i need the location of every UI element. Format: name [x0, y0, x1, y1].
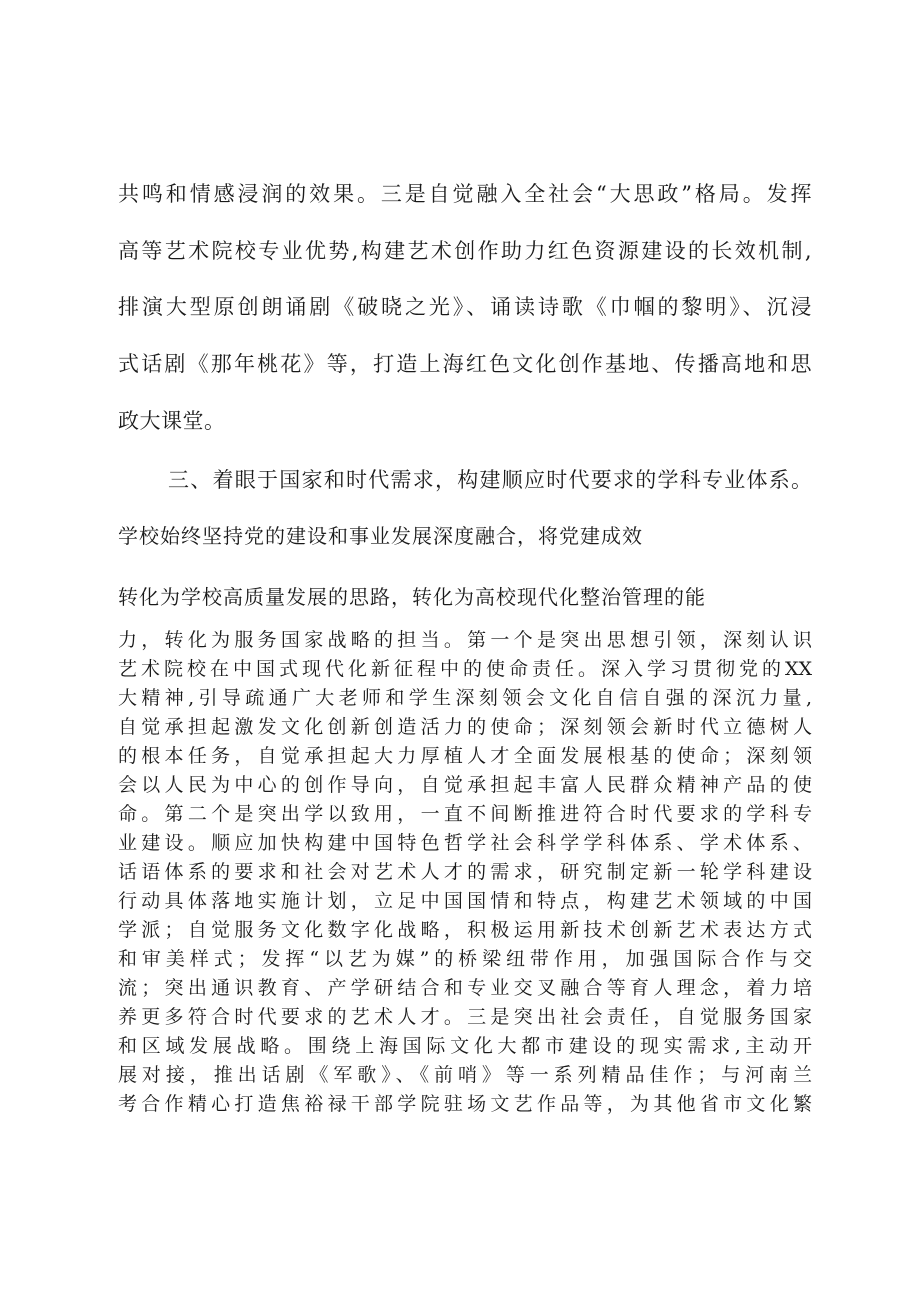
paragraph-1-line-1: 共鸣和情感浸润的效果。三是自觉融入全社会“大思政”格局。发挥 [118, 182, 812, 206]
paragraph-2-line-16: 养更多符合时代要求的艺术人才。三是突出社会责任，自觉服务国家 [118, 1006, 812, 1028]
paragraph-2-line-8: 会以人民为中心的创作导向，自觉承担起丰富人民群众精神产品的使 [118, 774, 812, 796]
paragraph-2-line-13: 学派；自觉服务文化数字化战略，积极运用新技术创新艺术表达方式 [118, 919, 812, 941]
paragraph-2-line-3: 力，转化为服务国家战略的担当。第一个是突出思想引领，深刻认识 [118, 629, 812, 651]
paragraph-2-line-15: 流；突出通识教育、产学研结合和专业交叉融合等育人理念，着力培 [118, 977, 812, 999]
section-heading: 三、着眼于国家和时代需求，构建顺应时代要求的学科专业体系。 [168, 468, 812, 492]
paragraph-2-line-1: 学校始终坚持党的建设和事业发展深度融合，将党建成效 [118, 524, 643, 548]
paragraph-2-line-7: 的根本任务，自觉承担起大力厚植人才全面发展根基的使命；深刻领 [118, 745, 812, 767]
paragraph-2-line-5: 大精神,引导疏通广大老师和学生深刻领会文化自信自强的深沉力量, [118, 687, 812, 709]
paragraph-2-line-2: 转化为学校高质量发展的思路，转化为高校现代化整治管理的能 [118, 585, 706, 609]
paragraph-2-line-4: 艺术院校在中国式现代化新征程中的使命责任。深入学习贯彻党的XX [118, 658, 812, 680]
paragraph-2-line-17: 和区域发展战略。围绕上海国际文化大都市建设的现实需求,主动开 [118, 1035, 812, 1057]
paragraph-2-line-11: 话语体系的要求和社会对艺术人才的需求，研究制定新一轮学科建设 [118, 861, 812, 883]
paragraph-2-line-6: 自觉承担起激发文化创新创造活力的使命；深刻领会新时代立德树人 [118, 716, 812, 738]
paragraph-1-line-2: 高等艺术院校专业优势,构建艺术创作助力红色资源建设的长效机制, [118, 239, 812, 263]
paragraph-1-line-4: 式话剧《那年桃花》等，打造上海红色文化创作基地、传播高地和思 [118, 352, 812, 376]
paragraph-2-line-14: 和审美样式；发挥“以艺为媒”的桥梁纽带作用，加强国际合作与交 [118, 948, 812, 970]
paragraph-2-line-18: 展对接，推出话剧《军歌》、《前哨》等一系列精品佳作；与河南兰 [118, 1064, 812, 1086]
paragraph-2-line-9: 命。第二个是突出学以致用，一直不间断推进符合时代要求的学科专 [118, 803, 812, 825]
paragraph-2-line-19: 考合作精心打造焦裕禄干部学院驻场文艺作品等，为其他省市文化繁 [118, 1093, 812, 1115]
paragraph-2-line-10: 业建设。顺应加快构建中国特色哲学社会科学学科体系、学术体系、 [118, 832, 812, 854]
paragraph-1-line-5: 政大课堂。 [118, 409, 226, 433]
paragraph-1-line-3: 排演大型原创朗诵剧《破晓之光》、诵读诗歌《巾帼的黎明》、沉浸 [118, 295, 812, 319]
paragraph-2-line-12: 行动具体落地实施计划，立足中国国情和特点，构建艺术领域的中国 [118, 890, 812, 912]
